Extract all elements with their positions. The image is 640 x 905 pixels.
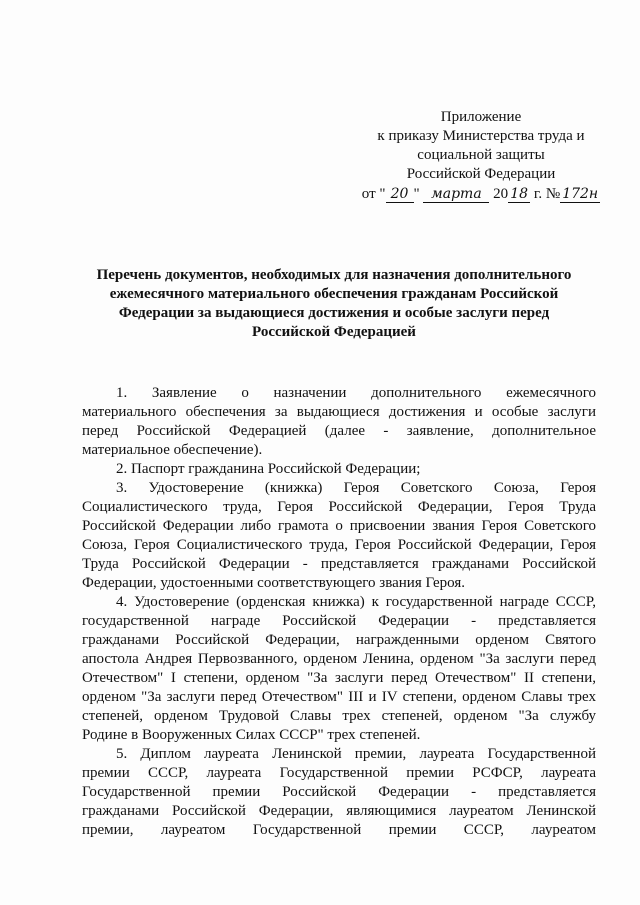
order-number-handwritten: 172н xyxy=(560,186,600,203)
appendix-ministry: социальной защиты xyxy=(417,147,545,163)
title-line: ежемесячного материального обеспечения гражданам Российской xyxy=(109,286,559,302)
order-year-handwritten: 18 xyxy=(508,186,530,203)
body-line: материального обеспечения за выдающиеся достижения и особые заслуги xyxy=(82,404,596,420)
appendix-order-ref: к приказу Министерства труда и xyxy=(377,128,585,144)
body-line: государственной награде Российской Федерации - представляется xyxy=(82,613,596,629)
body-line: 2. Паспорт гражданина Российской Федерации; xyxy=(116,461,421,477)
body-line: Родине в Вооруженных Силах СССР" трех степеней. xyxy=(82,727,421,743)
body-line: орденом "За заслуги перед Отечеством" III и IV степени, орденом Славы трех xyxy=(82,689,596,705)
body-line: перед Российской Федерацией (далее - заявление, дополнительное xyxy=(82,423,596,439)
appendix-block xyxy=(355,108,607,204)
title-line: Федерации за выдающиеся достижения и особые заслуги перед xyxy=(118,305,550,321)
appendix-label: Приложение xyxy=(440,109,522,125)
order-date-number xyxy=(355,185,607,204)
title-line: Перечень документов, необходимых для назначения дополнительного xyxy=(96,267,572,283)
body-line: апостола Андрея Первозванного, орденом Ленина, орденом "За заслуги перед xyxy=(82,651,596,667)
order-number-label: г. № xyxy=(533,186,561,202)
body-line: премии СССР, лауреата Государственной премии РСФСР, лауреата xyxy=(82,765,596,781)
document-title xyxy=(70,266,598,342)
order-day-handwritten: 20 xyxy=(386,186,414,203)
order-prefix: от " xyxy=(361,186,386,202)
document-body xyxy=(82,384,596,840)
body-line: Российской Федерации либо грамота о присвоении звания Героя Советского xyxy=(82,518,596,534)
body-line: Федерации, удостоенными соответствующего звания Героя. xyxy=(82,575,466,591)
body-line: 5. Диплом лауреата Ленинской премии, лауреата Государственной xyxy=(116,746,596,762)
title-line: Российской Федерацией xyxy=(252,324,416,340)
appendix-federation: Российской Федерации xyxy=(406,166,556,182)
order-year-prefix: 20 xyxy=(493,186,509,202)
order-quote: " xyxy=(413,186,420,202)
body-line: Социалистического труда, Героя Российской Федерации, Героя Труда xyxy=(82,499,596,515)
body-line: 1. Заявление о назначении дополнительного ежемесячного xyxy=(116,385,596,401)
body-line: премии, лауреатом Государственной премии СССР, лауреатом xyxy=(82,822,596,838)
body-line: степеней, орденом Трудовой Славы трех степеней, орденом "За службу xyxy=(82,708,596,724)
body-line: Союза, Героя Социалистического труда, Героя Российской Федерации, Героя xyxy=(82,537,596,553)
body-line: 4. Удостоверение (орденская книжка) к государственной награде СССР, xyxy=(116,594,596,610)
order-month-handwritten: марта xyxy=(423,186,489,203)
body-line: гражданами Российской Федерации, являющимися лауреатом Ленинской xyxy=(82,803,596,819)
body-line: Отечеством" I степени, орденом "За заслуги перед Отечеством" II степени, xyxy=(82,670,596,686)
body-line: Государственной премии Российской Федерации - представляется xyxy=(82,784,596,800)
body-line: материальное обеспечение). xyxy=(82,442,263,458)
body-line: 3. Удостоверение (книжка) Героя Советского Союза, Героя xyxy=(116,480,596,496)
body-line: гражданами Российской Федерации, награжденными орденом Святого xyxy=(82,632,596,648)
body-line: Труда Российской Федерации - представляется гражданами Российской xyxy=(82,556,596,572)
